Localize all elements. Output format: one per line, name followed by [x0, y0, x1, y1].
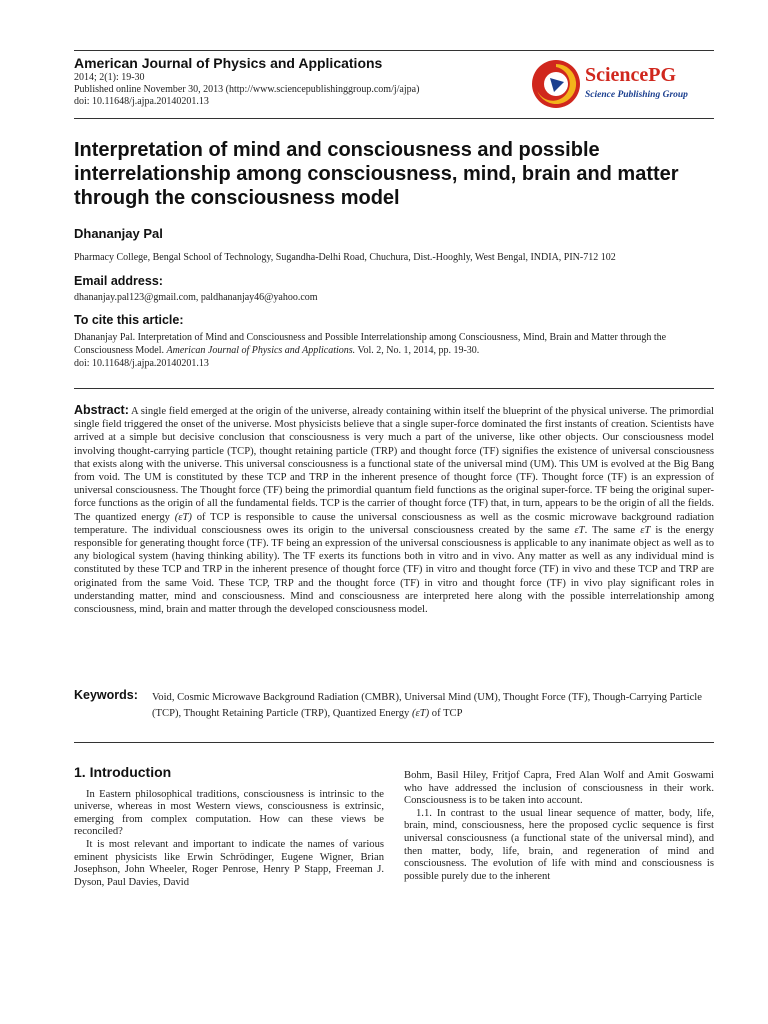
- cite-doi: doi: 10.11648/j.ajpa.20140201.13: [74, 358, 209, 369]
- email-heading: Email address:: [74, 274, 163, 288]
- keywords-list: Void, Cosmic Microwave Background Radiation (CMBR), Universal Mind (UM), Thought Force (TF), Though-Carrying Particle (TCP), Thought Retaining Particle (TRP), Quantized Energy: [152, 692, 702, 719]
- intro-left-paragraph-1: In Eastern philosophical traditions, consciousness is intrinsic to the universe, whereas in most Western views, consciousness is extrinsic, emerging from complex computation. How can these views be reconciled?: [74, 788, 384, 838]
- intro-right-column: [404, 770, 714, 883]
- paper-title: Interpretation of mind and consciousness and possible interrelationship among consciousness, mind, brain and matter through the consciousness model: [74, 139, 679, 209]
- author-name: Dhananjay Pal: [74, 226, 163, 241]
- keywords-bottom-rule: [74, 742, 714, 743]
- intro-right-paragraph-1: Bohm, Basil Hiley, Fritjof Capra, Fred Alan Wolf and Amit Goswami who have addressed the inclusion of consciousness in their work. Consciousness is to be taken into account.: [404, 770, 714, 807]
- cite-heading: To cite this article:: [74, 313, 184, 327]
- journal-title: American Journal of Physics and Applications: [74, 55, 383, 71]
- author-affiliation: Pharmacy College, Bengal School of Technology, Sugandha-Delhi Road, Chuchura, Dist.-Hooghly, West Bengal, INDIA, PIN-712 102: [74, 252, 616, 263]
- abstract-symbol-bare-1: εT: [574, 524, 585, 536]
- cite-text-part1: Dhananjay Pal. Interpretation of Mind and Consciousness and Possible Interrelationship among Consciousness, Mind, Brain and Matter through the Consciousness Model.: [74, 332, 667, 356]
- volume-line: 2014; 2(1): 19-30: [74, 72, 145, 83]
- abstract-symbol: (εT): [174, 511, 192, 523]
- published-line: Published online November 30, 2013 (http://www.sciencepublishinggroup.com/j/ajpa): [74, 84, 420, 95]
- intro-left-paragraph-2: It is most relevant and important to indicate the names of various eminent physicists like Erwin Schrödinger, Eugene Wigner, Brian Josephson, John Wheeler, Roger Penrose, Henry P Stapp, Freeman J. Dyson, Paul Davies, David: [74, 838, 384, 888]
- abstract-top-rule: [74, 388, 714, 389]
- abstract-part1: A single field emerged at the origin of the universe, already containing within itself the blueprint of the physical universe. The primordial single field triggered the onset of the universe. Most physicists believe that a single super-force dominated the first instants of creation. Scientists have arrived at a simple but decisive conclusion that consciousness is very much a part of the universe, like other objects. Our consciousness model involving thought-carrying particle (TCP), thought retaining particle (TRP) and thought force (TF) signifies the existence of universal consciousness that exists along with the universe. This universal consciousness is a functional state of the universal mind (UM). This UM is evolved at the Big Bang from void. The UM is constituted by these TCP and TRP in the inherent presence of thought force (TF). Thought force (TF) is an expression of universal consciousness. The Thought force (TF) being the primordial quantum field functions as the original super-force. TF being the original super-force functions as the origin of all the fundamental fields. TCP is the carrier of thought force (TF) that, in turn, appears to be the origin of all the fields. The quantized energy: [74, 406, 714, 523]
- intro-left-column: [74, 766, 384, 889]
- keywords-text: [152, 690, 714, 722]
- doi-line: doi: 10.11648/j.ajpa.20140201.13: [74, 96, 209, 107]
- keywords-label: Keywords:: [74, 688, 138, 702]
- cite-text-part2: Vol. 2, No. 1, 2014, pp. 19-30.: [357, 345, 480, 356]
- abstract-part2: of TCP is responsible to cause the universal consciousness as well as the cosmic microwave background radiation temperature. The individual consciousness owes its origin to the universal consciousness created by the same: [74, 511, 714, 536]
- sciencepg-logo: [530, 58, 720, 108]
- keywords-symbol: (εT): [412, 708, 430, 719]
- logo-name: SciencePG: [585, 64, 677, 86]
- intro-heading: 1. Introduction: [74, 764, 172, 780]
- abstract-part4: is the energy responsible for generating thought force (TF). TF being an expression of the universal consciousness is applicable to any inanimate object as well as to any biological system (having thinking ability). The TF exerts its functions both in vitro and in vivo. Any matter as well as any individual mind is constituted by these TCP and TRP in the inherent presence of thought force (TF) in vitro and thought force (TF) in vivo and these TCP and TRP are originated from the same Void. These TCP, TRP and the thought force (TF) in vitro and thought force (TF) in vivo play significant roles in understanding matter, mind and consciousness. Mind and consciousness are interpreted here along with the possible interrelationship among consciousness, mind, brain and matter through the developed consciousness model.: [74, 524, 714, 616]
- abstract: [74, 404, 714, 616]
- abstract-part3: . The same: [584, 524, 636, 536]
- keywords-tail: of TCP: [431, 708, 463, 719]
- logo-subtitle: Science Publishing Group: [585, 90, 688, 100]
- abstract-symbol-bare-2: εT: [640, 524, 651, 536]
- cite-journal: American Journal of Physics and Applications.: [166, 345, 356, 356]
- abstract-label: Abstract:: [74, 403, 129, 417]
- intro-right-paragraph-2: 1.1. In contrast to the usual linear sequence of matter, body, life, brain, mind, consciousness, here the proposed cyclic sequence is first universal consciousness (a functional state of the universal mind), and then matter, body, life, brain, and regeneration of mind and consciousness. The evolution of life with mind and consciousness is possible purely due to the inherent: [404, 807, 714, 882]
- header-rule: [74, 118, 714, 119]
- top-rule: [74, 50, 714, 51]
- email-addresses: dhananjay.pal123@gmail.com, paldhananjay46@yahoo.com: [74, 292, 318, 303]
- cite-text: [74, 331, 714, 370]
- sciencepg-logo-icon: [530, 58, 582, 110]
